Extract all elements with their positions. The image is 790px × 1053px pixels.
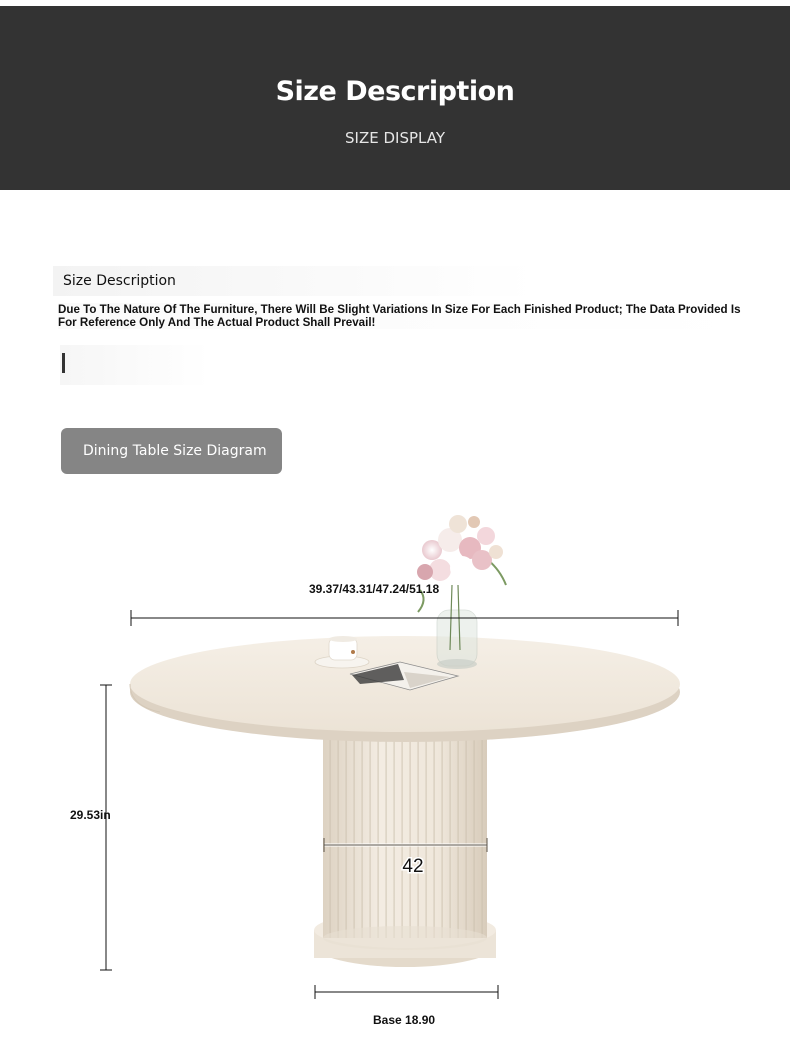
- top-width-dimension: [131, 610, 678, 626]
- section-heading: Size Description: [63, 273, 176, 289]
- banner-subtitle: SIZE DISPLAY: [345, 129, 445, 147]
- size-notice: Due To The Nature Of The Furniture, There Will Be Slight Variations In Size For Each Finished Product; The Data Provided Is For Reference Only And The Actual Product Shall Prevail!: [58, 303, 748, 329]
- base-dimension: [315, 985, 498, 999]
- top-width-label: 39.37/43.31/47.24/51.18: [309, 582, 440, 596]
- pedestal: [314, 738, 496, 967]
- base-label: Base 18.90: [373, 1013, 436, 1027]
- banner-title: Size Description: [275, 76, 515, 107]
- height-dimension: [100, 685, 112, 970]
- pedestal-dimension-label: 42: [402, 856, 424, 877]
- height-label: 29.53in: [70, 808, 111, 822]
- dining-table-size-diagram-button[interactable]: Dining Table Size Diagram: [61, 428, 282, 474]
